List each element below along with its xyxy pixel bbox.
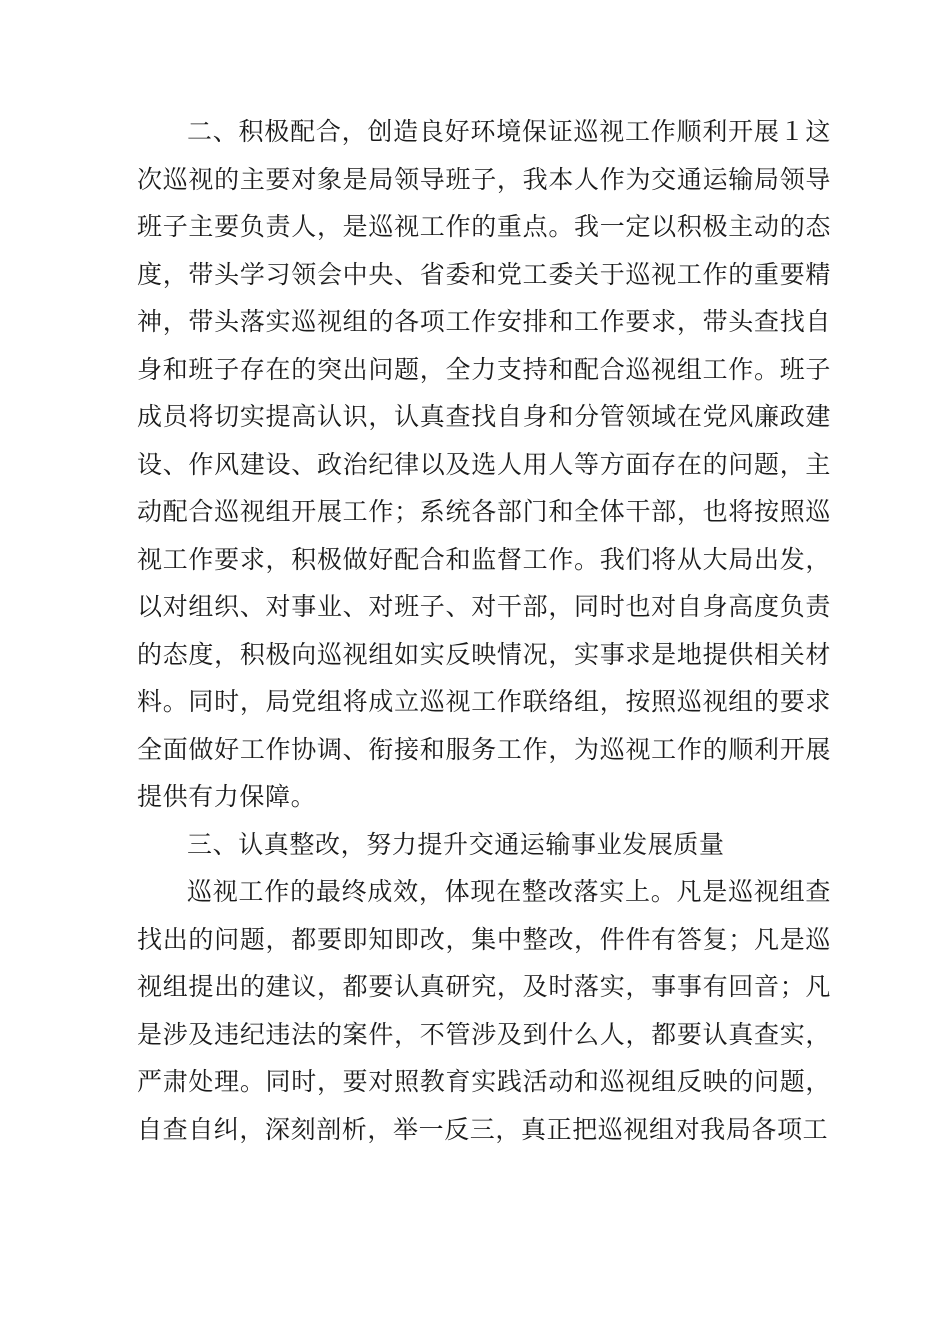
paragraph-rectification: 巡视工作的最终成效，体现在整改落实上。凡是巡视组查找出的问题，都要即知即改，集中整改，件件有答复；凡是巡视组提出的建议，都要认真研究，及时落实，事事有回音；凡是涉及违纪违法的案件，不管涉及到什么人，都要认真查实，严肃处理。同时，要对照教育实践活动和巡视组反映的问题，自查自纠，深刻剖析，举一反三，真正把巡视组对我局各项工 xyxy=(137,877,831,1144)
section-heading-rectification: 三、认真整改，努力提升交通运输事业发展质量 xyxy=(187,829,725,859)
document-body xyxy=(137,108,831,1153)
paragraph-cooperation: 二、积极配合，创造良好环境保证巡视工作顺利开展１这次巡视的主要对象是局领导班子，我本人作为交通运输局领导班子主要负责人，是巡视工作的重点。我一定以积极主动的态度，带头学习领会中央、省委和党工委关于巡视工作的重要精神，带头落实巡视组的各项工作安排和工作要求，带头查找自身和班子存在的突出问题，全力支持和配合巡视组工作。班子成员将切实提高认识，认真查找自身和分管领域在党风廉政建设、作风建设、政治纪律以及选人用人等方面存在的问题，主动配合巡视组开展工作；系统各部门和全体干部，也将按照巡视工作要求，积极做好配合和监督工作。我们将从大局出发，以对组织、对事业、对班子、对干部，同时也对自身高度负责的态度，积极向巡视组如实反映情况，实事求是地提供相关材料。同时，局党组将成立巡视工作联络组，按照巡视组的要求全面做好工作协调、衔接和服务工作，为巡视工作的顺利开展提供有力保障。 xyxy=(137,117,831,811)
